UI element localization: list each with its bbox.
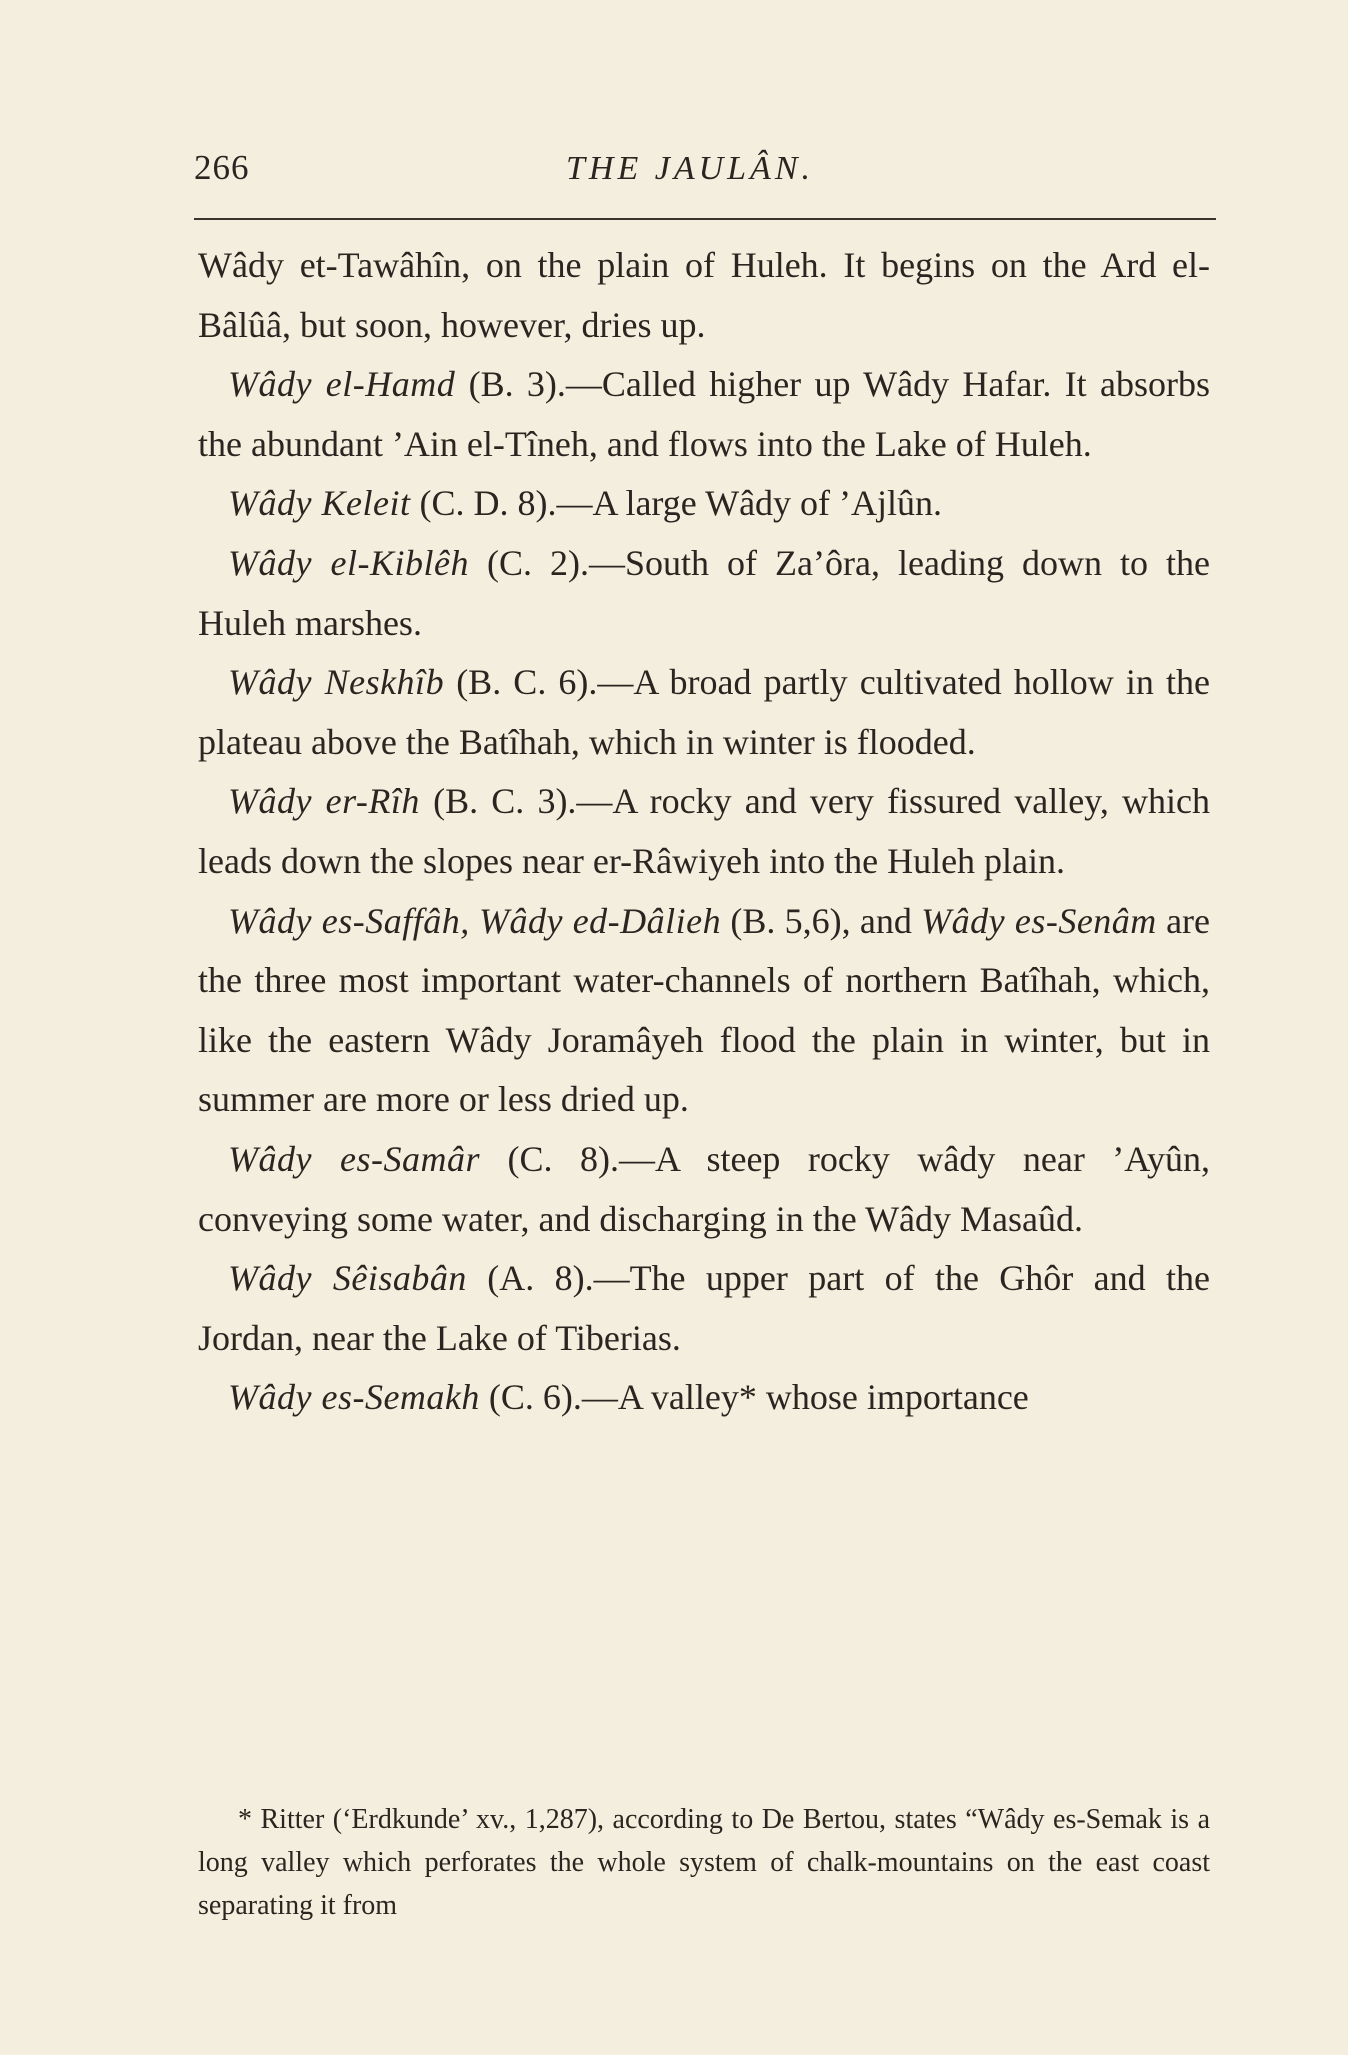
- wady-name: Wâdy ed-Dâlieh: [478, 900, 722, 941]
- wady-entry: [198, 474, 1210, 534]
- opening-paragraph: Wâdy et-Tawâhîn, on the plain of Huleh. It begins on the Ard el-Bâlûâ, but soon, however, dries up.: [198, 245, 1210, 345]
- wady-description: (A. 8).—The upper part of the Ghôr and the Jordan, near the Lake of Tiberias.: [198, 1258, 1210, 1358]
- wady-entry: [198, 355, 1210, 474]
- wady-description: (C. 8).—A steep rocky wâdy near ’Ayûn, conveying some water, and discharging in the Wâdy Masaûd.: [198, 1138, 1210, 1239]
- wady-name: Wâdy es-Samâr: [228, 1138, 480, 1179]
- wady-name: Wâdy es-Senâm: [921, 900, 1157, 941]
- wady-entry: [198, 1368, 1210, 1428]
- wady-entry: [198, 772, 1210, 891]
- page-header: [194, 148, 1204, 204]
- wady-description: (C. 6).—A valley* whose importance: [479, 1377, 1029, 1418]
- wady-name: Wâdy es-Saffâh,: [228, 900, 470, 941]
- wady-entry: [198, 534, 1210, 653]
- wady-description: are the three most important water-channels of northern Batîhah, which, like the eastern Wâdy Joramâyeh flood the plain in winter, but in summer are more or less dried up.: [198, 900, 1211, 1120]
- wady-entry: [198, 1130, 1210, 1249]
- wady-name: Wâdy el-Hamd: [228, 364, 456, 405]
- wady-description: (B. C. 6).—A broad partly cultivated hollow in the plateau above the Batîhah, which in winter is flooded.: [198, 662, 1210, 762]
- wady-compound-entry: [198, 892, 1210, 1130]
- wady-name: Wâdy Neskhîb: [228, 662, 445, 703]
- wady-description: (C. 2).—South of Za’ôra, leading down to the Huleh marshes.: [198, 542, 1210, 643]
- wady-entry: [198, 653, 1210, 772]
- footnote-block: [198, 1798, 1210, 1927]
- wady-description: (B. 3).—Called higher up Wâdy Hafar. It absorbs the abundant ’Ain el-Tîneh, and flows into the Lake of Huleh.: [198, 364, 1210, 464]
- wady-name: Wâdy Sêisabân: [228, 1258, 467, 1299]
- header-rule: [194, 218, 1216, 220]
- wady-name: Wâdy er-Rîh: [228, 781, 420, 822]
- footnote: * Ritter (‘Erdkunde’ xv., 1,287), according to De Bertou, states “Wâdy es-Semak is a long valley which perforates the whole system of chalk-mountains on the east coast separating it from: [198, 1804, 1210, 1921]
- wady-description: (C. D. 8).—A large Wâdy of ’Ajlûn.: [410, 483, 943, 524]
- wady-name: Wâdy es-Semakh: [228, 1377, 480, 1418]
- page-number: 266: [194, 148, 250, 187]
- running-title: THE JAULÂN.: [566, 150, 814, 187]
- wady-entry: [198, 1249, 1210, 1368]
- body-text: [198, 236, 1210, 1428]
- wady-name: Wâdy el-Kiblêh: [228, 542, 469, 583]
- wady-name: Wâdy Keleit: [228, 483, 411, 524]
- wady-description: (B. C. 3).—A rocky and very fissured valley, which leads down the slopes near er-Râwiyeh into the Huleh plain.: [198, 781, 1210, 881]
- wady-connector: (B. 5,6), and: [721, 900, 922, 941]
